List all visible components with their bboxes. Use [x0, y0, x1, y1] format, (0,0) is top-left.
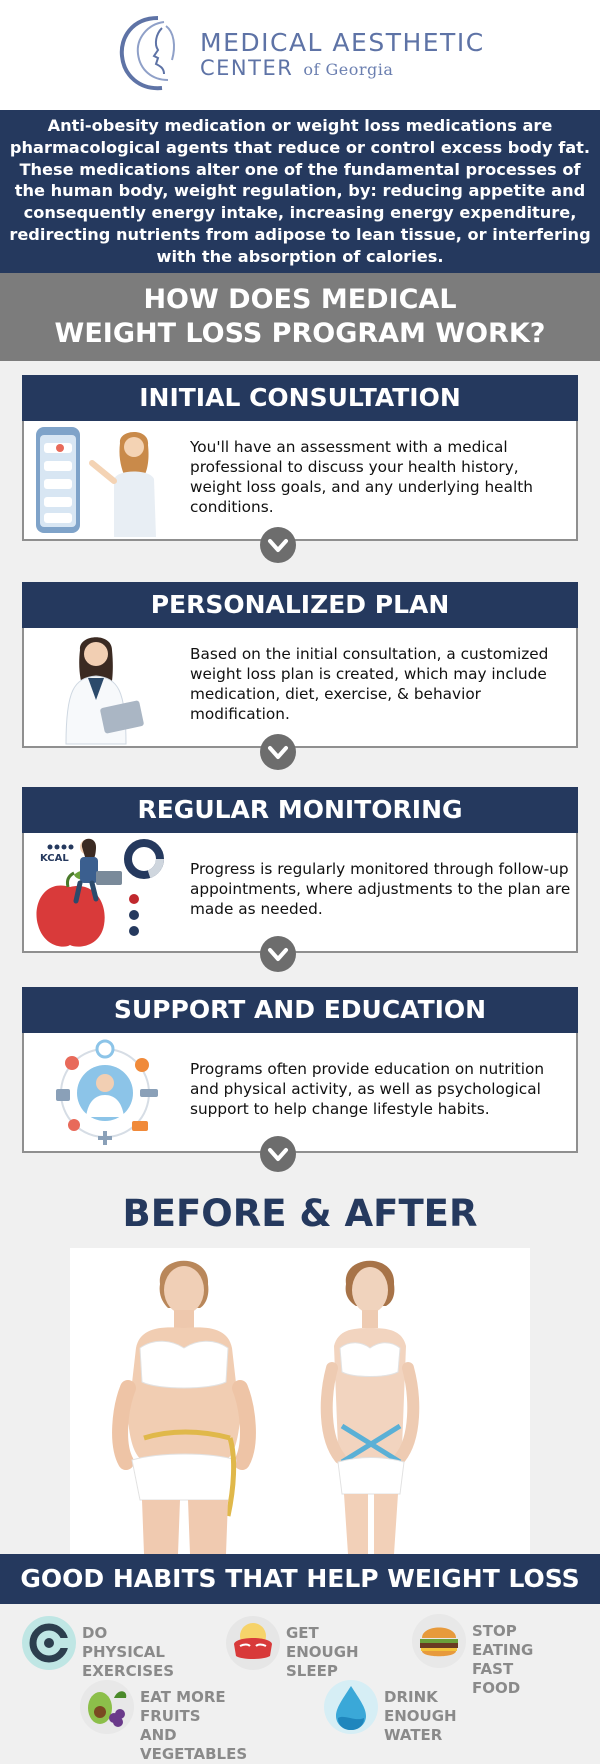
before-after-photo	[70, 1248, 530, 1554]
habit-label: STOP EATING FAST FOOD	[472, 1622, 534, 1697]
step-card	[22, 1033, 578, 1153]
step-card	[22, 421, 578, 541]
step-description: Based on the initial consultation, a customized weight loss plan is created, which may include medication, diet, exercise, & behavior modification.	[190, 645, 549, 723]
header	[0, 0, 600, 110]
fruits-icon	[78, 1678, 136, 1736]
step-description: You'll have an assessment with a medical professional to discuss your health history, weight loss goals, and any underlying health conditions.	[190, 438, 533, 516]
habit-label: DO PHYSICAL EXERCISES	[82, 1624, 175, 1680]
logo-text-line1: MEDICAL AESTHETIC	[200, 28, 485, 57]
habit-label: GET ENOUGH SLEEP	[286, 1624, 359, 1680]
chevron-down-icon	[260, 936, 296, 972]
burger-icon	[410, 1612, 468, 1670]
logo-face-icon	[118, 14, 188, 92]
habit-label: EAT MORE FRUITS AND VEGETABLES	[140, 1688, 248, 1763]
how-section-title	[0, 273, 600, 361]
logo-center-word: CENTER	[200, 56, 294, 80]
step-card	[22, 833, 578, 953]
how-title-line2: WEIGHT LOSS PROGRAM WORK?	[54, 318, 546, 349]
logo-location-text: of Georgia	[303, 60, 394, 79]
step-support-and-education	[22, 987, 578, 1153]
step-regular-monitoring	[22, 787, 578, 953]
step-description: Programs often provide education on nutrition and physical activity, as well as psychological support to help change lifestyle habits.	[190, 1060, 545, 1118]
water-drop-icon	[322, 1678, 380, 1736]
doctor-with-tablet-illustration	[30, 630, 180, 744]
chevron-down-icon	[260, 734, 296, 770]
sleep-mask-icon	[224, 1614, 282, 1672]
step-title: INITIAL CONSULTATION	[22, 375, 578, 421]
step-initial-consultation	[22, 375, 578, 541]
step-title: REGULAR MONITORING	[22, 787, 578, 833]
intro-paragraph: Anti-obesity medication or weight loss medications are pharmacological agents that reduce or control excess body fat. These medications alter one of the fundamental processes of the human body, weight regulation, by: reducing appetite and consequently energy intake, increasing energy expenditure, redirecting nutrients from adipose to lean tissue, or interfering with the absorption of calories.	[0, 110, 600, 273]
step-title: SUPPORT AND EDUCATION	[22, 987, 578, 1033]
phone-and-woman-illustration	[30, 423, 180, 537]
step-description: Progress is regularly monitored through follow-up appointments, where adjustments to the plan are made as needed.	[190, 860, 571, 918]
before-after-title: BEFORE & AFTER	[122, 1192, 478, 1235]
exercise-icon	[20, 1614, 78, 1672]
habits-title: GOOD HABITS THAT HELP WEIGHT LOSS	[0, 1554, 600, 1604]
chevron-down-icon	[260, 1136, 296, 1172]
doctor-health-icons-illustration	[30, 1035, 180, 1149]
step-card	[22, 628, 578, 748]
logo-text-line2	[200, 56, 393, 80]
chevron-down-icon	[260, 527, 296, 563]
step-title: PERSONALIZED PLAN	[22, 582, 578, 628]
step-personalized-plan	[22, 582, 578, 748]
apple-and-tracker-illustration	[30, 835, 180, 949]
habit-label: DRINK ENOUGH WATER	[384, 1688, 457, 1744]
how-title-line1: HOW DOES MEDICAL	[143, 284, 457, 315]
kcal-label: KCAL	[40, 853, 69, 864]
